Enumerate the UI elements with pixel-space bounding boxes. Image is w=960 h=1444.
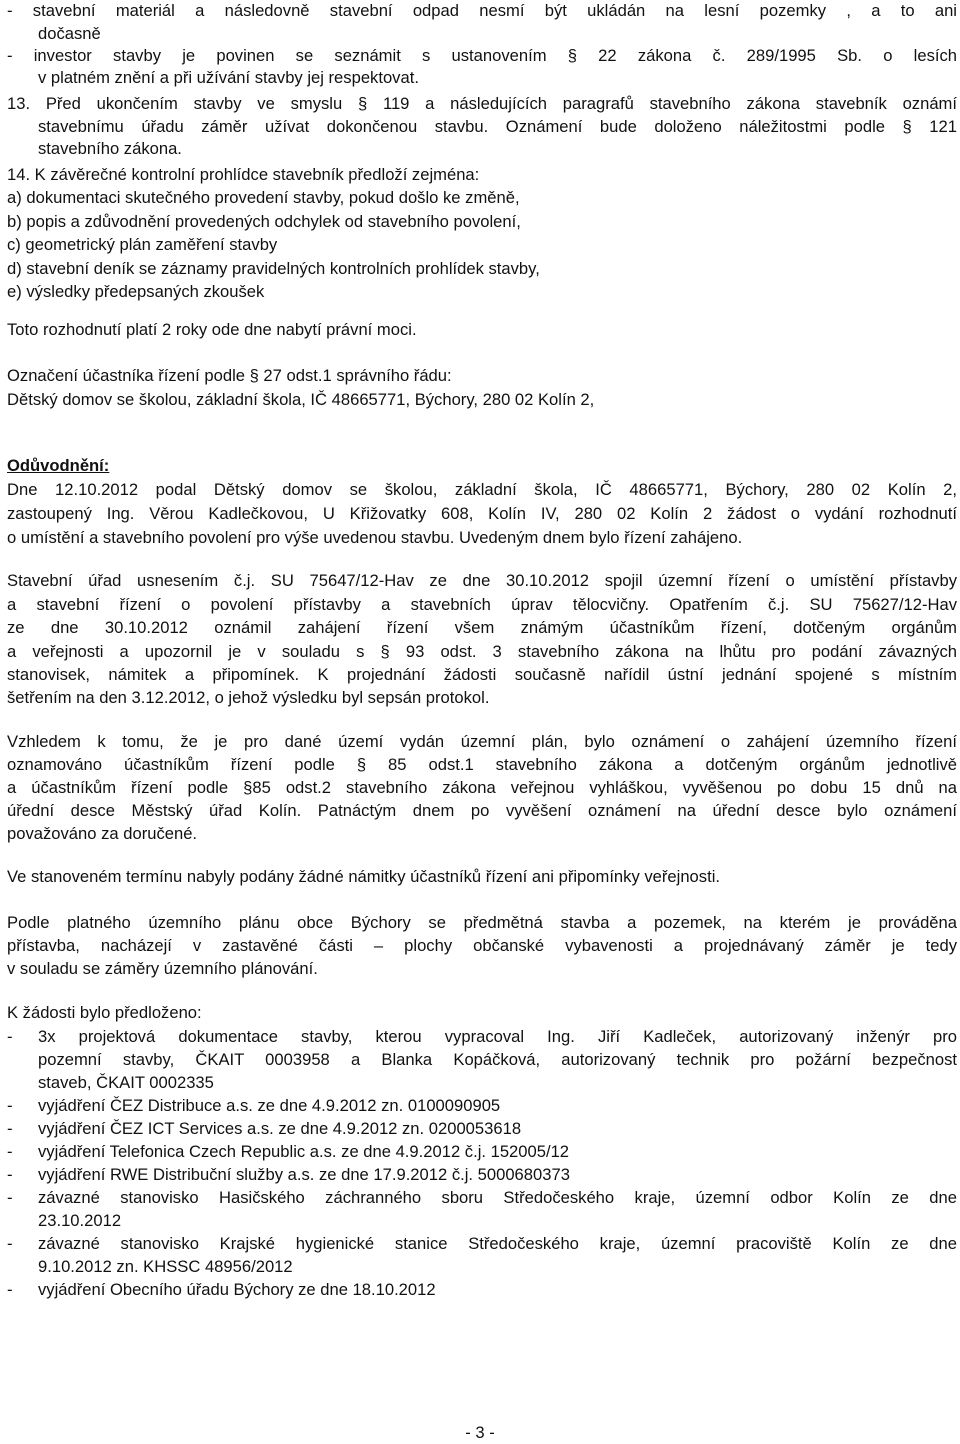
- list-item-text: vyjádření RWE Distribuční služby a.s. ze dne 17.9.2012 č.j. 5000680373: [38, 1165, 570, 1184]
- text-line: Dne 12.10.2012 podal Dětský domov se školou, základní škola, IČ 48665771, Býchory, 280 02 Kolín 2,: [7, 480, 957, 499]
- text-line: Podle platného územního plánu obce Býchory se předmětná stavba a pozemek, na kterém je prováděna: [7, 913, 957, 932]
- text-line: a veřejnosti a upozornil je v souladu s § 93 odst. 3 stavebního zákona na lhůtu pro podání závazných: [7, 642, 957, 661]
- bullet-dash: -: [7, 1280, 13, 1299]
- text-line: 13. Před ukončením stavby ve smyslu § 119 a následujících paragrafů stavebního zákona stavebník oznámí: [7, 94, 957, 113]
- list-item: e) výsledky předepsaných zkoušek: [7, 282, 265, 301]
- text-line: oznamováno účastníkům řízení podle § 85 odst.1 stavebního zákona a dotčeným orgánům jednotlivě: [7, 755, 957, 774]
- text-line: Vzhledem k tomu, že je pro dané území vydán územní plán, bylo oznámení o zahájení územního řízení: [7, 732, 957, 751]
- text-line: - stavební materiál a následovně stavební odpad nesmí být ukládán na lesní pozemky , a to ani: [7, 1, 957, 20]
- text-line: stavebnímu úřadu záměr užívat dokončenou stavbu. Oznámení bude doloženo náležitostmi podle § 121: [38, 117, 957, 136]
- text-line: a stavební řízení o povolení přístavby a stavebních úprav tělocvičny. Opatřením č.j. SU 75627/12-Hav: [7, 595, 957, 614]
- text-line: Označení účastníka řízení podle § 27 odst.1 správního řádu:: [7, 366, 452, 385]
- text-line: považováno za doručené.: [7, 824, 198, 843]
- list-item-text: vyjádření Obecního úřadu Býchory ze dne 18.10.2012: [38, 1280, 436, 1299]
- text-line: a účastníkům řízení podle §85 odst.2 stavebního zákona veřejnou vyhláškou, vyvěšenou po dobu 15 dnů na: [7, 778, 957, 797]
- text-line: K žádosti bylo předloženo:: [7, 1003, 202, 1022]
- bullet-dash: -: [7, 1096, 13, 1115]
- list-item-text: pozemní stavby, ČKAIT 0003958 a Blanka Kopáčková, autorizovaný technik pro požární bezpečnost: [38, 1050, 957, 1069]
- text-line: Stavební úřad usnesením č.j. SU 75647/12-Hav ze dne 30.10.2012 spojil územní řízení o umístění přístavby: [7, 571, 957, 590]
- bullet-dash: -: [7, 1234, 13, 1253]
- list-item-text: vyjádření Telefonica Czech Republic a.s. ze dne 4.9.2012 č.j. 152005/12: [38, 1142, 570, 1161]
- text-line: Toto rozhodnutí platí 2 roky ode dne nabytí právní moci.: [7, 320, 417, 339]
- list-item-text: 3x projektová dokumentace stavby, kterou vypracoval Ing. Jiří Kadleček, autorizovaný inženýr pro: [38, 1027, 957, 1046]
- list-item: a) dokumentaci skutečného provedení stavby, pokud došlo ke změně,: [7, 188, 520, 207]
- section-heading: Odůvodnění:: [7, 456, 110, 475]
- list-item-text: 23.10.2012: [38, 1211, 122, 1230]
- list-item-text: vyjádření ČEZ Distribuce a.s. ze dne 4.9.2012 zn. 0100090905: [38, 1096, 501, 1115]
- text-line: Dětský domov se školou, základní škola, IČ 48665771, Býchory, 280 02 Kolín 2,: [7, 390, 595, 409]
- text-line: ze dne 30.10.2012 oznámil zahájení řízení všem známým účastníkům řízení, dotčeným orgánům: [7, 618, 957, 637]
- text-line: přístavba, nacházejí v zastavěné části – plochy občanské vybavenosti a projednávaný záměr je tedy: [7, 936, 957, 955]
- list-item: d) stavební deník se záznamy pravidelných kontrolních prohlídek stavby,: [7, 259, 540, 278]
- bullet-dash: -: [7, 1188, 13, 1207]
- page-number: - 3 -: [465, 1423, 495, 1442]
- text-line: stanovisek, námitek a připomínek. K projednání žádosti současně nařídil ústní jednání spojené s místním: [7, 665, 957, 684]
- text-line: v platném znění a při užívání stavby jej respektovat.: [38, 68, 419, 87]
- text-line: dočasně: [38, 24, 101, 43]
- bullet-dash: -: [7, 1027, 13, 1046]
- list-item-text: závazné stanovisko Hasičského záchranného sboru Středočeského kraje, územní odbor Kolín ze dne: [38, 1188, 957, 1207]
- list-item-text: staveb, ČKAIT 0002335: [38, 1073, 214, 1092]
- text-line: Ve stanoveném termínu nabyly podány žádné námitky účastníků řízení ani připomínky veřejnosti.: [7, 867, 720, 886]
- list-item-text: vyjádření ČEZ ICT Services a.s. ze dne 4.9.2012 zn. 0200053618: [38, 1119, 522, 1138]
- text-line: úřední desce Městský úřad Kolín. Patnáctým dnem po vyvěšení oznámení na úřední desce bylo oznámení: [7, 801, 957, 820]
- text-line: v souladu se záměry územního plánování.: [7, 959, 318, 978]
- bullet-dash: -: [7, 1119, 13, 1138]
- list-item-text: 9.10.2012 zn. KHSSC 48956/2012: [38, 1257, 293, 1276]
- bullet-dash: -: [7, 1142, 13, 1161]
- text-line: - investor stavby je povinen se seznámit s ustanovením § 22 zákona č. 289/1995 Sb. o lesích: [7, 46, 957, 65]
- list-item: b) popis a zdůvodnění provedených odchylek od stavebního povolení,: [7, 212, 521, 231]
- text-line: šetřením na den 3.12.2012, o jehož výsledku byl sepsán protokol.: [7, 688, 490, 707]
- bullet-dash: -: [7, 1165, 13, 1184]
- text-line: stavebního zákona.: [38, 139, 182, 158]
- text-line: 14. K závěrečné kontrolní prohlídce stavebník předloží zejména:: [7, 165, 480, 184]
- text-line: zastoupený Ing. Věrou Kadlečkovou, U Křižovatky 608, Kolín IV, 280 02 Kolín 2 žádost o vydání rozhodnutí: [7, 504, 957, 523]
- text-line: o umístění a stavebního povolení pro výše uvedenou stavbu. Uvedeným dnem bylo řízení zahájeno.: [7, 528, 743, 547]
- list-item-text: závazné stanovisko Krajské hygienické stanice Středočeského kraje, územní pracoviště Kolín ze dne: [38, 1234, 957, 1253]
- list-item: c) geometrický plán zaměření stavby: [7, 235, 278, 254]
